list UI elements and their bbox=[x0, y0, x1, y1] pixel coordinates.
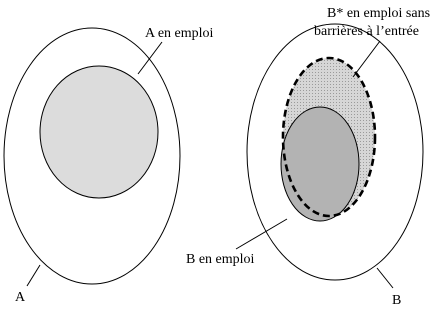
bstar-label-line2: barrières à l’entrée bbox=[314, 24, 419, 39]
b-label: B bbox=[392, 293, 402, 308]
b-employed-ellipse bbox=[281, 107, 359, 221]
a-label: A bbox=[15, 290, 26, 305]
a-employed-label: A en emploi bbox=[145, 26, 214, 41]
b-employed-label: B en emploi bbox=[186, 252, 255, 267]
a-pointer bbox=[27, 265, 40, 286]
a-employed-circle bbox=[40, 66, 158, 198]
bstar-label-line1: B* en emploi sans bbox=[327, 6, 431, 21]
b-pointer bbox=[377, 268, 393, 288]
